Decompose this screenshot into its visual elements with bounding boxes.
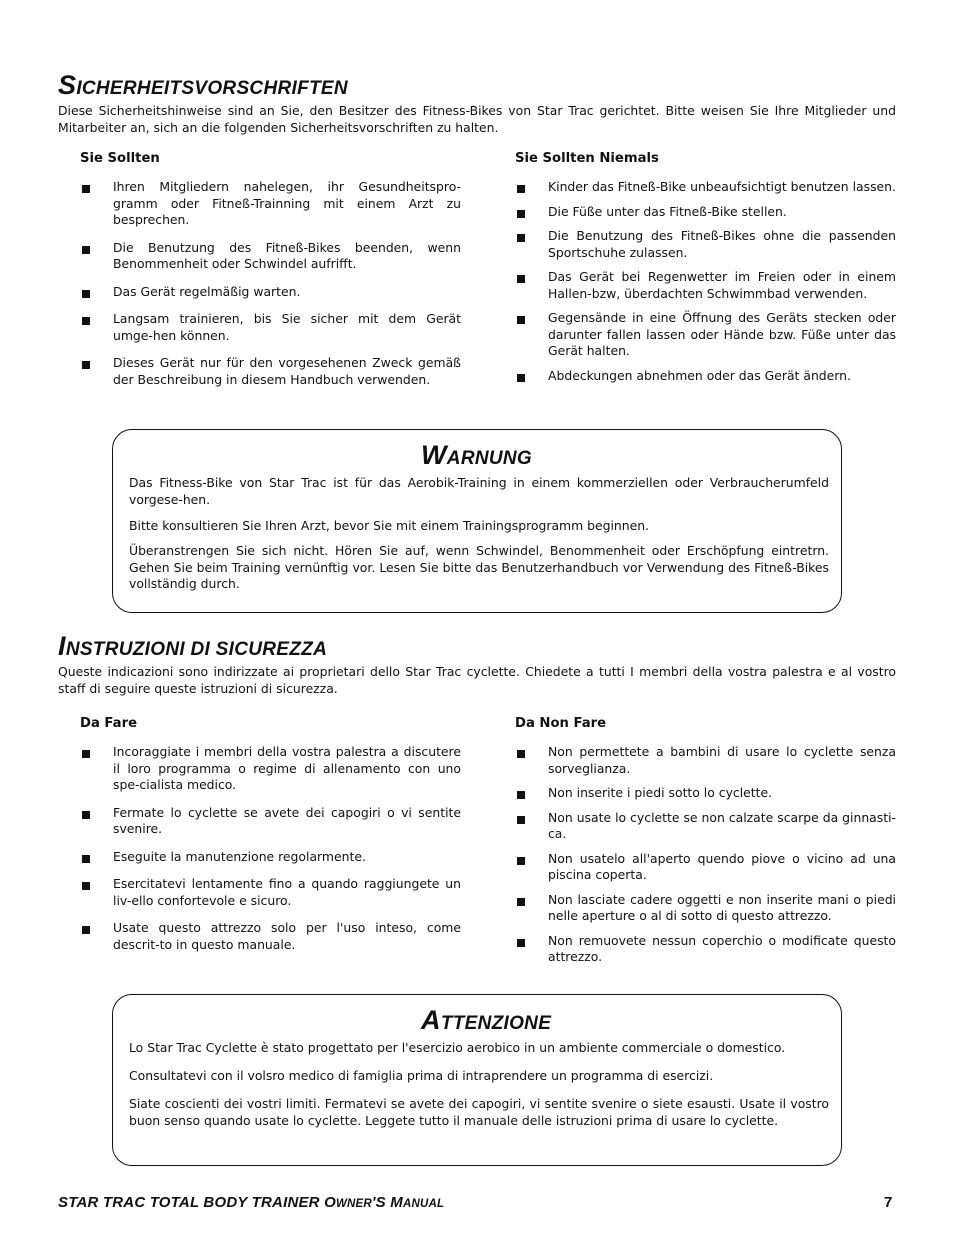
bullet-icon (82, 882, 90, 890)
list-item: Non lasciate cadere oggetti e non inserite mani o piedi nelle aperture o al di sotto di questo attrezzo. (515, 892, 896, 925)
page-number: 7 (884, 1194, 893, 1211)
list-item: Non usate lo cyclette se non calzate scarpe da ginnasti-ca. (515, 810, 896, 843)
bullet-icon (517, 316, 525, 324)
list-item: Dieses Gerät nur für den vorgesehenen Zweck gemäß der Beschreibung in diesem Handbuch verwenden. (80, 355, 461, 388)
footer-title: STAR TRAC TOTAL BODY TRAINER OWNER'S MANUAL (58, 1194, 445, 1211)
bullet-icon (82, 185, 90, 193)
warning-paragraph: Consultatevi con il volsro medico di famiglia prima di intraprendere un programma di esercizi. (129, 1068, 714, 1083)
bullet-icon (517, 898, 525, 906)
dont-list-it (515, 744, 896, 966)
warning-paragraph: Bitte konsultieren Sie Ihren Arzt, bevor Sie mit einem Trainingsprogramm beginnen. (129, 518, 650, 533)
bullet-icon (517, 234, 525, 242)
do-title-it: Da Fare (80, 716, 138, 731)
dont-list-de (515, 179, 896, 384)
bullet-icon (82, 811, 90, 819)
list-item: Eseguite la manutenzione regolarmente. (80, 849, 461, 866)
do-title-de: Sie Sollten (80, 151, 160, 166)
list-item: Fermate lo cyclette se avete dei capogiri o vi sentite svenire. (80, 805, 461, 838)
bullet-icon (517, 857, 525, 865)
bullet-icon (82, 317, 90, 325)
bullet-icon (517, 185, 525, 193)
section-title-it: INSTRUZIONI DI SICUREZZA (58, 631, 328, 661)
bullet-icon (517, 791, 525, 799)
warning-paragraph: Das Fitness-Bike von Star Trac ist für das Aerobik-Training in einem kommerziellen oder Verbraucherumfeld vorgese-hen. (129, 475, 829, 507)
list-item: Non permettete a bambini di usare lo cyclette senza sorveglianza. (515, 744, 896, 777)
bullet-icon (82, 750, 90, 758)
warning-title-de: WARNUNG (421, 440, 532, 470)
list-item: Das Gerät bei Regenwetter im Freien oder in einem Hallen-bzw, überdachten Schwimmbad verwenden. (515, 269, 896, 302)
list-item: Usate questo attrezzo solo per l'uso inteso, come descrit-to in questo manuale. (80, 920, 461, 953)
warning-paragraph: Lo Star Trac Cyclette è stato progettato per l'esercizio aerobico in un ambiente commerciale o domestico. (129, 1040, 786, 1055)
warning-box-it (112, 994, 842, 1166)
warning-paragraph: Siate coscienti dei vostri limiti. Fermatevi se avete dei capogiri, vi sentite svenire o siete esausti. Usate il vostro buon senso quando usate lo cyclette. Leggete tutto il manuale delle istruzioni prima di usare lo cyclette. (129, 1096, 829, 1128)
list-item: Die Benutzung des Fitneß-Bikes ohne die passenden Sportschuhe zulassen. (515, 228, 896, 261)
bullet-icon (517, 750, 525, 758)
do-list-de (80, 179, 461, 388)
list-item: Langsam trainieren, bis Sie sicher mit dem Gerät umge-hen können. (80, 311, 461, 344)
list-item: Incoraggiate i membri della vostra palestra a discutere il loro programma o regime di allenamento con uno spe-cialista medico. (80, 744, 461, 794)
warning-paragraph: Überanstrengen Sie sich nicht. Hören Sie auf, wenn Schwindel, Benommenheit oder Erschöpfung eintretrn. Gehen Sie beim Training vernünftig vor. Lesen Sie bitte das Benutzerhandbuch vor Verwendung des Fitneß-Bikes vollständig durch. (129, 543, 829, 591)
bullet-icon (517, 210, 525, 218)
list-item: Gegensände in eine Öffnung des Geräts stecken oder darunter fallen lassen oder Hände bzw. Füße unter das Gerät halten. (515, 310, 896, 360)
dont-title-it: Da Non Fare (515, 716, 607, 731)
warning-box-de (112, 429, 842, 613)
bullet-icon (517, 939, 525, 947)
bullet-icon (517, 374, 525, 382)
bullet-icon (82, 926, 90, 934)
do-list-it (80, 744, 461, 953)
bullet-icon (82, 855, 90, 863)
dont-column-it (515, 716, 896, 966)
list-item: Non inserite i piedi sotto lo cyclette. (515, 785, 896, 802)
list-item: Das Gerät regelmäßig warten. (80, 284, 461, 301)
list-item: Die Füße unter das Fitneß-Bike stellen. (515, 204, 896, 221)
list-item: Ihren Mitgliedern nahelegen, ihr Gesundheitspro-gramm oder Fitneß-Trainning mit einem Arzt zu besprechen. (80, 179, 461, 229)
intro-de: Diese Sicherheitshinweise sind an Sie, den Besitzer des Fitness-Bikes von Star Trac gerichtet. Bitte weisen Sie Ihre Mitglieder und Mitarbeiter an, sich an die folgenden Sicherheitsvorschriften zu halten. (58, 103, 896, 135)
section-title-de: SICHERHEITSVORSCHRIFTEN (58, 70, 348, 100)
bullet-icon (82, 361, 90, 369)
list-item: Die Benutzung des Fitneß-Bikes beenden, wenn Benommenheit oder Schwindel aufrifft. (80, 240, 461, 273)
bullet-icon (82, 246, 90, 254)
bullet-icon (82, 290, 90, 298)
intro-it: Queste indicazioni sono indirizzate ai proprietari dello Star Trac cyclette. Chiedete a tutti I membri della vostra palestra e al vostro staff di seguire queste istruzioni di sicurezza. (58, 664, 896, 696)
do-column-it (80, 716, 461, 953)
bullet-icon (517, 816, 525, 824)
list-item: Kinder das Fitneß-Bike unbeaufsichtigt benutzen lassen. (515, 179, 896, 196)
dont-column-de (515, 151, 896, 384)
dont-title-de: Sie Sollten Niemals (515, 151, 659, 166)
warning-title-it: ATTENZIONE (421, 1005, 552, 1035)
bullet-icon (517, 275, 525, 283)
list-item: Non remuovete nessun coperchio o modificate questo attrezzo. (515, 933, 896, 966)
list-item: Non usatelo all'aperto quendo piove o vicino ad una piscina coperta. (515, 851, 896, 884)
list-item: Abdeckungen abnehmen oder das Gerät ändern. (515, 368, 896, 385)
do-column-de (80, 151, 461, 388)
list-item: Esercitatevi lentamente fino a quando raggiungete un liv-ello confortevole e sicuro. (80, 876, 461, 909)
